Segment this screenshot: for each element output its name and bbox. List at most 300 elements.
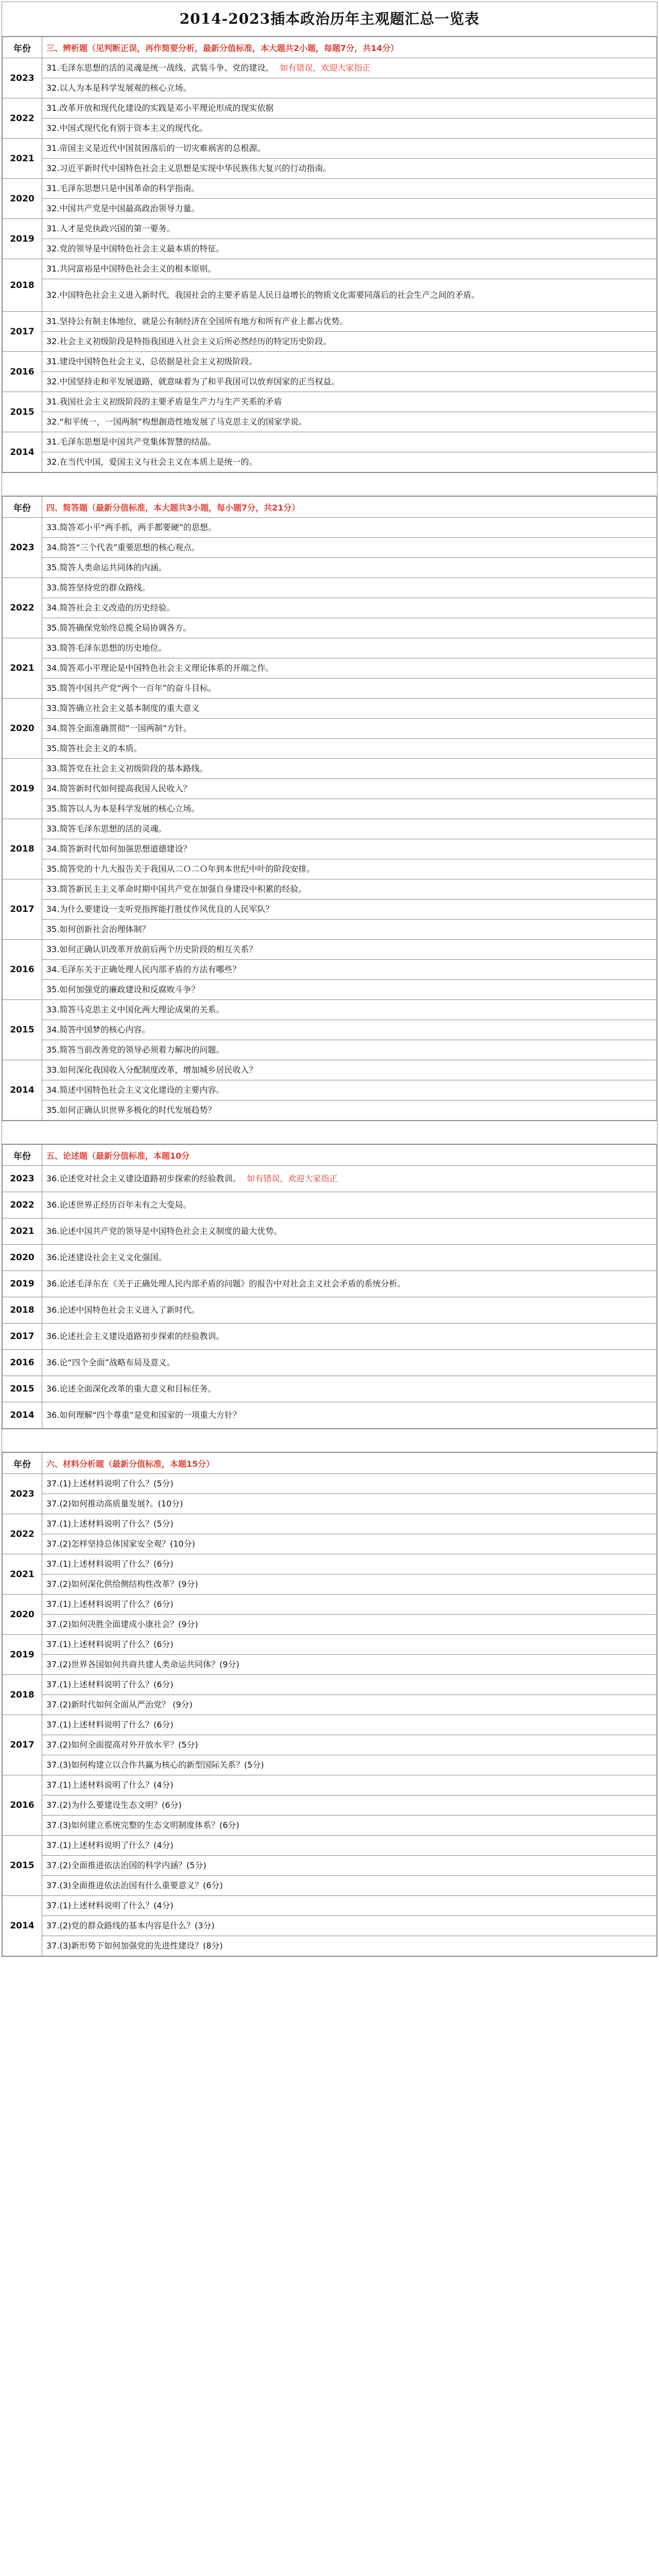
- table-row: [3, 879, 657, 900]
- question-cell: [42, 1936, 657, 1956]
- question-cell: [42, 839, 657, 859]
- question-text: 34.毛泽东关于正确处理人民内部矛盾的方法有哪些？: [46, 964, 241, 974]
- question-cell: [42, 679, 657, 699]
- question-text: 37.(2)如何决胜全面建成小康社会？(9分): [46, 1619, 198, 1629]
- question-cell: [42, 179, 657, 199]
- question-text: 37.(3)如何构建立以合作共赢为核心的新型国际关系？(5分): [46, 1760, 264, 1770]
- question-text: 36.论述中国特色社会主义进入了新时代。: [46, 1305, 200, 1315]
- year-cell: 2014: [3, 1896, 42, 1956]
- table-row: [3, 960, 657, 980]
- question-text: 36.论述世界正经历百年未有之大变局。: [46, 1200, 192, 1210]
- question-cell: [42, 518, 657, 538]
- spacer-cell: [2, 1121, 657, 1144]
- question-text: 37.(2)怎样坚持总体国家安全观？(10分): [46, 1539, 195, 1549]
- table-row: [3, 352, 657, 372]
- question-text: 32.党的领导是中国特色社会主义最本质的特征。: [46, 244, 224, 253]
- year-cell: 2016: [3, 1350, 42, 1376]
- question-text: 37.(3)新形势下如何加强党的先进性建设？(8分): [46, 1941, 223, 1951]
- year-column-label: 年份: [3, 1145, 42, 1166]
- question-cell: [42, 1655, 657, 1675]
- table-row: [3, 219, 657, 239]
- question-cell: [42, 58, 657, 78]
- year-cell: 2016: [3, 1775, 42, 1836]
- table-row: [3, 1896, 657, 1916]
- year-cell: 2020: [3, 179, 42, 219]
- question-text: 31.毛泽东思想是中国共产党集体智慧的结晶。: [46, 437, 216, 447]
- table-row: [3, 1245, 657, 1271]
- question-text: 36.论述党对社会主义建设道路初步探索的经验教训。: [46, 1174, 241, 1183]
- question-text: 36.论述中国共产党的领导是中国特色社会主义制度的最大优势。: [46, 1226, 282, 1236]
- question-cell: [42, 1876, 657, 1896]
- question-text: 31.帝国主义是近代中国贫困落后的一切灾难祸害的总根源。: [46, 143, 266, 153]
- question-cell: [42, 1376, 657, 1402]
- table-row: [3, 1271, 657, 1297]
- question-cell: [42, 159, 657, 179]
- question-cell: [42, 819, 657, 839]
- question-cell: [42, 1735, 657, 1755]
- table-row: [3, 1218, 657, 1245]
- question-cell: [42, 739, 657, 759]
- question-cell: [42, 598, 657, 618]
- table-row: [3, 1936, 657, 1956]
- page-title: 2014-2023插本政治历年主观题汇总一览表: [2, 2, 657, 37]
- table-row: [3, 900, 657, 920]
- question-text: 31.人才是党执政兴国的第一要务。: [46, 224, 175, 233]
- table-row: [3, 1856, 657, 1876]
- table-row: [3, 58, 657, 78]
- question-text: 35.简答社会主义的本质。: [46, 743, 142, 753]
- question-text: 37.(2)如何深化供给侧结构性改革？(9分): [46, 1579, 198, 1589]
- table-row: [3, 980, 657, 1000]
- year-cell: 2020: [3, 1245, 42, 1271]
- question-text: 34.简答中国梦的核心内容。: [46, 1025, 150, 1035]
- question-cell: [42, 1514, 657, 1534]
- table-row: [3, 1494, 657, 1514]
- year-cell: 2015: [3, 392, 42, 432]
- question-cell: [42, 719, 657, 739]
- table-row: [3, 1192, 657, 1218]
- question-text: 37.(1)上述材料说明了什么？(4分): [46, 1780, 174, 1790]
- table-row: [3, 1635, 657, 1655]
- year-cell: 2017: [3, 1715, 42, 1775]
- question-text: 35.简答当前改善党的领导必须着力解决的问题。: [46, 1045, 224, 1055]
- year-cell: 2021: [3, 1218, 42, 1245]
- correction-note: 如有错误，欢迎大家指正: [280, 63, 371, 73]
- question-cell: [42, 118, 657, 139]
- question-text: 33.简答坚持党的群众路线。: [46, 583, 150, 592]
- question-text: 37.(1)上述材料说明了什么？(5分): [46, 1479, 174, 1488]
- question-text: 34.简答邓小平理论是中国特色社会主义理论体系的开端之作。: [46, 663, 274, 673]
- question-text: 31.坚持公有制主体地位，就是公有制经济在全国所有地方和所有产业上都占优势。: [46, 316, 348, 326]
- question-text: 37.(2)为什么要建设生态文明？(6分): [46, 1800, 182, 1810]
- year-cell: 2014: [3, 1060, 42, 1121]
- question-text: 31.毛泽东思想的活的灵魂是统一战线、武装斗争、党的建设。: [46, 63, 274, 73]
- table-row: [3, 1655, 657, 1675]
- question-cell: [42, 940, 657, 960]
- question-cell: [42, 900, 657, 920]
- question-cell: [42, 239, 657, 259]
- question-cell: [42, 259, 657, 279]
- section-table: [2, 496, 657, 1121]
- question-cell: [42, 658, 657, 679]
- question-cell: [42, 960, 657, 980]
- table-row: [3, 1554, 657, 1574]
- table-row: [3, 1816, 657, 1836]
- section-table: [2, 37, 657, 472]
- year-cell: 2016: [3, 352, 42, 392]
- question-cell: [42, 279, 657, 312]
- question-cell: [42, 618, 657, 638]
- year-cell: 2021: [3, 1554, 42, 1595]
- table-row: [3, 799, 657, 819]
- table-row: [3, 78, 657, 98]
- year-cell: 2022: [3, 1514, 42, 1554]
- table-row: [3, 719, 657, 739]
- question-text: 33.简答确立社会主义基本制度的重大意义: [46, 703, 200, 713]
- question-cell: [42, 412, 657, 432]
- question-text: 37.(1)上述材料说明了什么？(5分): [46, 1519, 174, 1529]
- question-cell: [42, 558, 657, 578]
- question-text: 37.(3)全面推进依法治国有什么重要意义？(6分): [46, 1880, 223, 1890]
- table-row: [3, 239, 657, 259]
- year-cell: 2017: [3, 312, 42, 352]
- year-cell: 2016: [3, 940, 42, 1000]
- question-text: 37.(2)全面推进依法治国的科学内涵？(5分): [46, 1860, 206, 1870]
- question-text: 32.中国坚持走和平发展道路，就意味着为了和平我国可以放弃国家的正当权益。: [46, 377, 340, 386]
- question-cell: [42, 1271, 657, 1297]
- question-cell: [42, 1350, 657, 1376]
- question-cell: [42, 1192, 657, 1218]
- table-row: [3, 638, 657, 658]
- sections-container: [2, 37, 657, 1956]
- table-row: [3, 1350, 657, 1376]
- table-row: [3, 1595, 657, 1615]
- question-cell: [42, 759, 657, 779]
- table-row: [3, 1916, 657, 1936]
- table-row: [3, 259, 657, 279]
- question-text: 37.(1)上述材料说明了什么？(6分): [46, 1559, 174, 1569]
- section-spacer: [2, 1121, 657, 1144]
- section-header: 六、材料分析题（最新分值标准，本题15分）: [42, 1453, 657, 1474]
- section-header: 三、辨析题（见判断正误，再作简要分析，最新分值标准，本大题共2小题，每题7分，共14分）: [42, 37, 657, 58]
- table-row: [3, 1297, 657, 1324]
- question-text: 34.简答“三个代表”重要思想的核心观点。: [46, 543, 200, 552]
- question-text: 33.如何深化我国收入分配制度改革，增加城乡居民收入？: [46, 1065, 257, 1075]
- question-text: 37.(2)新时代如何全面从严治党？ (9分): [46, 1700, 193, 1709]
- year-cell: 2020: [3, 699, 42, 759]
- question-text: 33.如何正确认识改革开放前后两个历史阶段的相互关系？: [46, 944, 257, 954]
- question-text: 31.改革开放和现代化建设的实践是邓小平理论形成的现实依据: [46, 103, 274, 113]
- question-text: 32.中国共产党是中国最高政治领导力量。: [46, 204, 200, 213]
- year-cell: 2014: [3, 1402, 42, 1429]
- question-cell: [42, 779, 657, 799]
- table-row: [3, 98, 657, 118]
- question-cell: [42, 1615, 657, 1635]
- question-text: 37.(2)党的群众路线的基本内容是什么？(3分): [46, 1921, 215, 1930]
- question-cell: [42, 352, 657, 372]
- year-cell: 2021: [3, 139, 42, 179]
- question-text: 35.简答中国共产党“两个一百年”的奋斗目标。: [46, 683, 217, 693]
- table-row: [3, 679, 657, 699]
- table-row: [3, 372, 657, 392]
- table-row: [3, 412, 657, 432]
- summary-table-page: [2, 2, 657, 1957]
- year-cell: 2018: [3, 1297, 42, 1324]
- table-row: [3, 1735, 657, 1755]
- question-cell: [42, 1040, 657, 1060]
- table-row: [3, 1615, 657, 1635]
- question-cell: [42, 139, 657, 159]
- question-cell: [42, 699, 657, 719]
- question-cell: [42, 1166, 657, 1192]
- question-cell: [42, 1755, 657, 1775]
- table-row: [3, 1100, 657, 1121]
- question-cell: [42, 1474, 657, 1494]
- section-table: [2, 1452, 657, 1956]
- question-cell: [42, 332, 657, 352]
- year-cell: 2022: [3, 1192, 42, 1218]
- year-cell: 2018: [3, 259, 42, 312]
- year-cell: 2020: [3, 1595, 42, 1635]
- question-text: 37.(1)上述材料说明了什么？(4分): [46, 1901, 174, 1910]
- table-row: [3, 392, 657, 412]
- question-cell: [42, 1218, 657, 1245]
- table-row: [3, 1795, 657, 1816]
- table-row: [3, 199, 657, 219]
- table-row: [3, 1376, 657, 1402]
- question-cell: [42, 1324, 657, 1350]
- question-cell: [42, 219, 657, 239]
- question-text: 36.如何理解“四个尊重”是党和国家的一项重大方针？: [46, 1410, 241, 1420]
- question-cell: [42, 1402, 657, 1429]
- table-row: [3, 1876, 657, 1896]
- question-cell: [42, 1775, 657, 1795]
- table-row: [3, 1534, 657, 1554]
- question-text: 35.简答人类命运共同体的内涵。: [46, 563, 167, 572]
- table-row: [3, 759, 657, 779]
- year-cell: 2018: [3, 1675, 42, 1715]
- question-cell: [42, 1856, 657, 1876]
- question-cell: [42, 980, 657, 1000]
- question-text: 32.中国特色社会主义进入新时代，我国社会的主要矛盾是人民日益增长的物质文化需要同落后的社会生产之间的矛盾。: [46, 290, 480, 300]
- question-text: 34.简答全面准确贯彻“一国两制”方针。: [46, 723, 192, 733]
- table-row: [3, 839, 657, 859]
- year-cell: 2022: [3, 98, 42, 139]
- section-header: 五、论述题（最新分值标准，本题10分: [42, 1145, 657, 1166]
- question-cell: [42, 1795, 657, 1816]
- question-text: 32.中国式现代化有别于资本主义的现代化。: [46, 123, 208, 133]
- correction-note: 如有错误，欢迎大家指正: [247, 1174, 338, 1183]
- question-text: 37.(2)如何推动高质量发展?。(10分): [46, 1499, 183, 1509]
- question-cell: [42, 1836, 657, 1856]
- table-row: [3, 1060, 657, 1080]
- question-text: 37.(2)世界各国如何共商共建人类命运共同体？(9分): [46, 1659, 239, 1669]
- question-cell: [42, 392, 657, 412]
- year-cell: 2019: [3, 1635, 42, 1675]
- question-text: 33.简答马克思主义中国化两大理论成果的关系。: [46, 1005, 224, 1014]
- question-text: 34.简答社会主义改造的历史经验。: [46, 603, 175, 613]
- question-cell: [42, 1000, 657, 1020]
- table-row: [3, 578, 657, 598]
- year-cell: 2017: [3, 879, 42, 940]
- question-cell: [42, 799, 657, 819]
- table-row: [3, 940, 657, 960]
- section-spacer: [2, 472, 657, 496]
- table-row: [3, 1695, 657, 1715]
- question-text: 37.(1)上述材料说明了什么？(6分): [46, 1639, 174, 1649]
- section-spacer: [2, 1429, 657, 1452]
- question-cell: [42, 1534, 657, 1554]
- table-row: [3, 1040, 657, 1060]
- year-cell: 2022: [3, 578, 42, 638]
- table-row: [3, 1474, 657, 1494]
- question-cell: [42, 199, 657, 219]
- question-text: 33.简答毛泽东思想的历史地位。: [46, 643, 167, 653]
- question-cell: [42, 920, 657, 940]
- question-text: 32.“和平统一，一国两制”构想創造性地发展了马克思主义的国家学说。: [46, 417, 307, 427]
- question-text: 31.建设中国特色社会主义，总依据是社会主义初级阶段。: [46, 357, 257, 366]
- question-cell: [42, 1100, 657, 1121]
- table-row: [3, 739, 657, 759]
- question-text: 34.简答新时代如何提高我国人民收入？: [46, 784, 192, 793]
- question-cell: [42, 1675, 657, 1695]
- year-column-label: 年份: [3, 1453, 42, 1474]
- question-cell: [42, 1297, 657, 1324]
- question-cell: [42, 1595, 657, 1615]
- section-header-row: [3, 37, 657, 58]
- question-cell: [42, 312, 657, 332]
- question-text: 31.我国社会主义初级阶段的主要矛盾是生产力与生产关系的矛盾: [46, 397, 282, 406]
- question-cell: [42, 1896, 657, 1916]
- section-header-row: [3, 1453, 657, 1474]
- question-text: 36.论述建设社会主义文化强国。: [46, 1252, 167, 1262]
- year-cell: 2018: [3, 819, 42, 879]
- question-text: 31.毛泽东思想只是中国革命的科学指南。: [46, 183, 200, 193]
- question-text: 36.论述全面深化改革的重大意义和目标任务。: [46, 1384, 216, 1394]
- question-text: 37.(3)如何建立系统完整的生态文明制度体系？(6分): [46, 1820, 239, 1830]
- question-text: 35.如何创新社会治理体制？: [46, 924, 150, 934]
- table-row: [3, 279, 657, 312]
- question-text: 35.如何加强党的廉政建设和反腐败斗争？: [46, 985, 200, 994]
- question-cell: [42, 1715, 657, 1735]
- table-row: [3, 1402, 657, 1429]
- table-row: [3, 1080, 657, 1100]
- table-row: [3, 1775, 657, 1795]
- question-cell: [42, 1635, 657, 1655]
- year-cell: 2019: [3, 219, 42, 259]
- question-cell: [42, 1020, 657, 1040]
- question-cell: [42, 452, 657, 472]
- year-cell: 2015: [3, 1836, 42, 1896]
- question-cell: [42, 98, 657, 118]
- section-header-row: [3, 497, 657, 518]
- year-cell: 2019: [3, 759, 42, 819]
- table-row: [3, 1574, 657, 1595]
- question-cell: [42, 1060, 657, 1080]
- table-row: [3, 1324, 657, 1350]
- question-text: 36.论述毛泽东在《关于正确处理人民内部矛盾的问题》的报告中对社会主义社会矛盾的系统分析。: [46, 1279, 406, 1289]
- question-text: 33.简答新民主主义革命时期中国共产党在加强自身建设中积累的经验。: [46, 884, 307, 894]
- question-cell: [42, 432, 657, 452]
- question-text: 32.以人为本是科学发展观的核心立场。: [46, 83, 192, 93]
- question-cell: [42, 578, 657, 598]
- year-cell: 2019: [3, 1271, 42, 1297]
- table-row: [3, 558, 657, 578]
- question-cell: [42, 879, 657, 900]
- table-row: [3, 1020, 657, 1040]
- table-row: [3, 332, 657, 352]
- question-text: 37.(1)上述材料说明了什么？(6分): [46, 1599, 174, 1609]
- question-cell: [42, 859, 657, 879]
- table-row: [3, 819, 657, 839]
- question-text: 32.在当代中国，爱国主义与社会主义在本质上是统一的。: [46, 457, 257, 467]
- table-row: [3, 312, 657, 332]
- question-cell: [42, 638, 657, 658]
- question-cell: [42, 538, 657, 558]
- year-cell: 2017: [3, 1324, 42, 1350]
- section-table: [2, 1144, 657, 1429]
- year-cell: 2023: [3, 518, 42, 578]
- question-text: 33.简答毛泽东思想的活的灵魂。: [46, 824, 167, 834]
- table-row: [3, 159, 657, 179]
- year-column-label: 年份: [3, 497, 42, 518]
- question-text: 37.(2)如何全面提高对外开放水平？(5分): [46, 1740, 198, 1750]
- question-cell: [42, 372, 657, 392]
- spacer-cell: [2, 1429, 657, 1452]
- table-row: [3, 452, 657, 472]
- question-cell: [42, 1080, 657, 1100]
- spacer-cell: [2, 473, 657, 496]
- table-row: [3, 518, 657, 538]
- table-row: [3, 1166, 657, 1192]
- question-text: 37.(1)上述材料说明了什么？(6分): [46, 1680, 174, 1689]
- question-text: 35.如何正确认识世界多极化的时代发展趋势？: [46, 1105, 216, 1115]
- question-text: 35.简答以人为本是科学发展的核心立场。: [46, 804, 200, 814]
- table-row: [3, 779, 657, 799]
- table-row: [3, 658, 657, 679]
- table-row: [3, 598, 657, 618]
- question-cell: [42, 1494, 657, 1514]
- year-cell: 2015: [3, 1376, 42, 1402]
- table-row: [3, 432, 657, 452]
- question-text: 34.简答新时代如何加强思想道德建设？: [46, 844, 192, 854]
- section-header-row: [3, 1145, 657, 1166]
- year-cell: 2015: [3, 1000, 42, 1060]
- question-cell: [42, 1695, 657, 1715]
- question-text: 36.论“四个全面”战略布局及意义。: [46, 1358, 176, 1367]
- table-row: [3, 139, 657, 159]
- question-text: 35.简答确保党始终总揽全局协调各方。: [46, 623, 192, 633]
- table-row: [3, 1836, 657, 1856]
- table-row: [3, 538, 657, 558]
- question-cell: [42, 1816, 657, 1836]
- year-cell: 2023: [3, 1166, 42, 1192]
- table-row: [3, 859, 657, 879]
- question-text: 35.简答党的十九大报告关于我国从二Ｏ二Ｏ年到本世纪中叶的阶段安排。: [46, 864, 315, 874]
- year-cell: 2023: [3, 1474, 42, 1514]
- question-text: 34.为什么要建设一支听党指挥能打胜仗作风优良的人民军队？: [46, 904, 274, 914]
- question-text: 32.社会主义初级阶段是特指我国进入社会主义后所必然经历的特定历史阶段。: [46, 336, 332, 346]
- table-row: [3, 1000, 657, 1020]
- question-cell: [42, 1554, 657, 1574]
- question-text: 33.简答邓小平“两手抓，两手都要硬”的思想。: [46, 522, 217, 532]
- table-row: [3, 1675, 657, 1695]
- table-row: [3, 179, 657, 199]
- year-cell: 2014: [3, 432, 42, 472]
- question-text: 32.习近平新时代中国特色社会主义思想是实现中华民族伟大复兴的行动指南。: [46, 163, 332, 173]
- year-cell: 2021: [3, 638, 42, 699]
- table-row: [3, 1755, 657, 1775]
